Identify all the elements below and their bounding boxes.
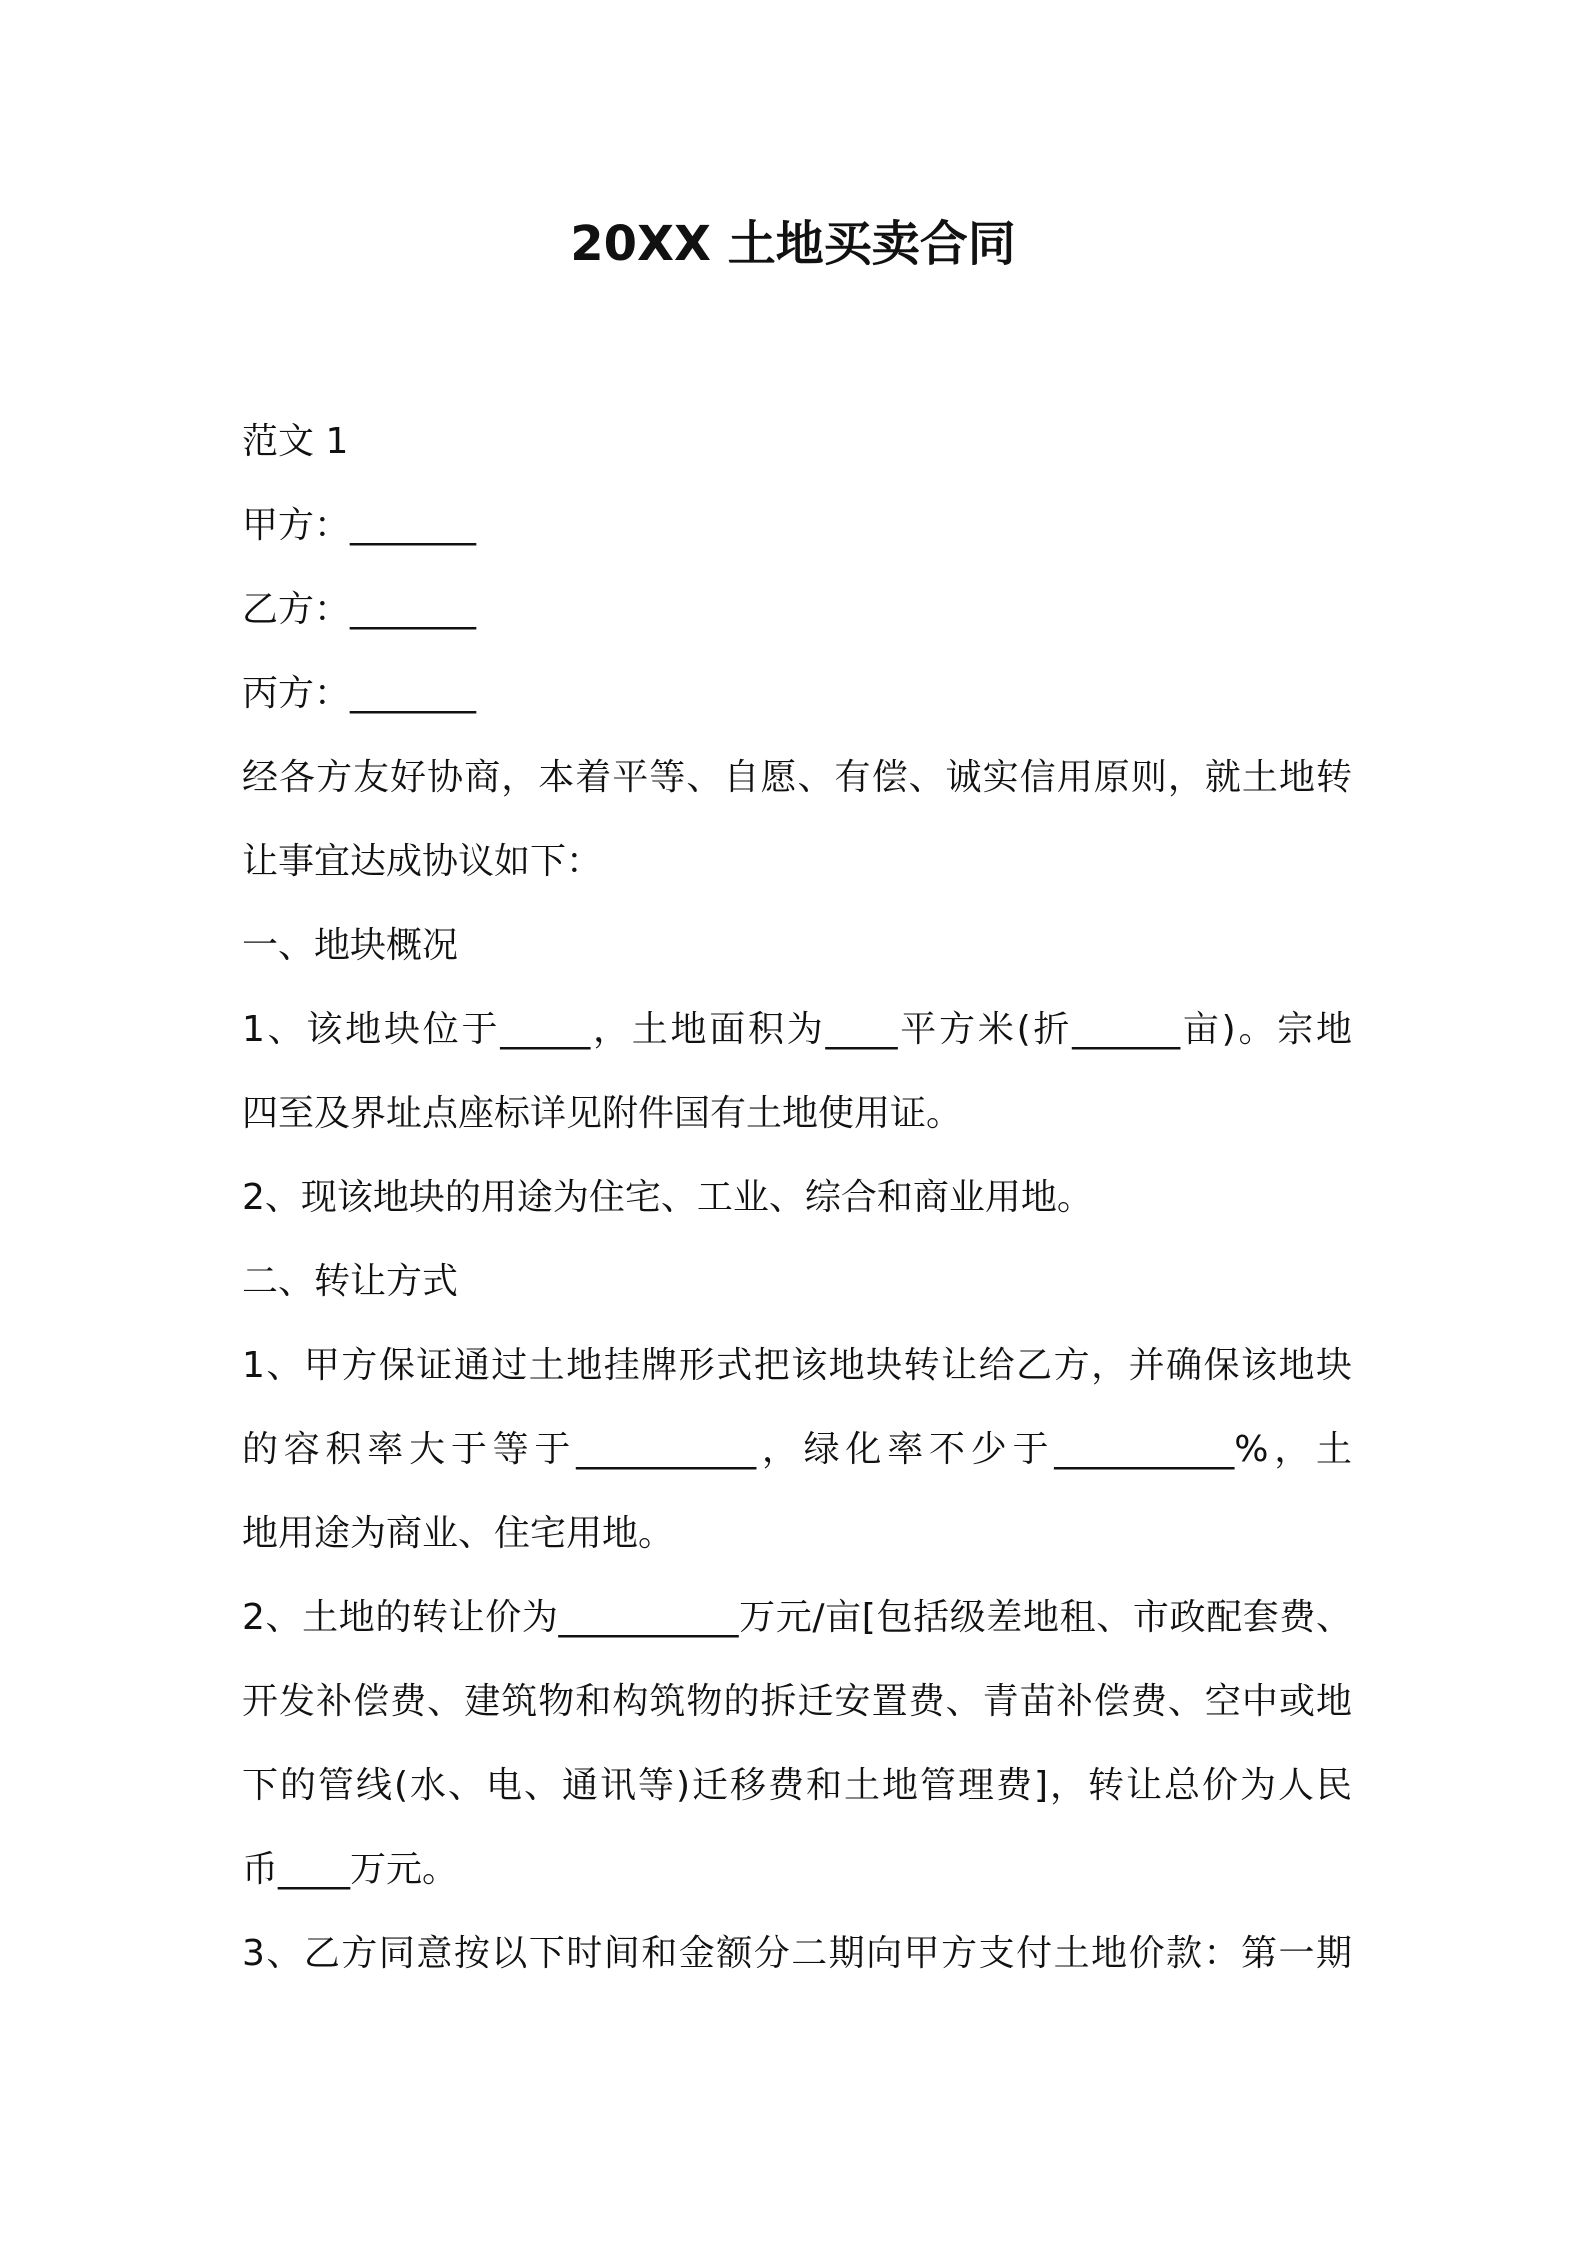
paragraph-line: 1、该地块位于_____，土地面积为____平方米(折______亩)。宗地 [242, 1009, 1352, 1050]
paragraph-line: 开发补偿费、建筑物和构筑物的拆迁安置费、青苗补偿费、空中或地 [242, 1681, 1352, 1722]
paragraph-line: 经各方友好协商，本着平等、自愿、有偿、诚实信用原则，就土地转 [242, 757, 1352, 798]
paragraph-line: 2、现该地块的用途为住宅、工业、综合和商业用地。 [242, 1177, 1093, 1218]
paragraph-line: 地用途为商业、住宅用地。 [242, 1513, 675, 1554]
paragraph-line: 的容积率大于等于__________，绿化率不少于__________%，土 [242, 1429, 1352, 1470]
paragraph-line: 币____万元。 [242, 1849, 459, 1890]
paragraph-line: 乙方：_______ [242, 589, 477, 630]
paragraph-line: 丙方：_______ [242, 673, 477, 714]
section-heading: 二、转让方式 [242, 1261, 459, 1302]
paragraph-line: 让事宜达成协议如下： [242, 841, 603, 882]
paragraph-line: 下的管线(水、电、通讯等)迁移费和土地管理费]，转让总价为人民 [242, 1765, 1352, 1806]
paragraph-line: 甲方：_______ [242, 505, 477, 546]
paragraph-line: 四至及界址点座标详见附件国有土地使用证。 [242, 1093, 963, 1134]
document-title: 20XX 土地买卖合同 [570, 216, 1016, 272]
document-body [242, 400, 1352, 1996]
paragraph-line: 3、乙方同意按以下时间和金额分二期向甲方支付土地价款：第一期 [242, 1933, 1352, 1974]
section-heading: 一、地块概况 [242, 925, 459, 966]
paragraph-line: 2、土地的转让价为__________万元/亩[包括级差地租、市政配套费、 [242, 1597, 1352, 1638]
paragraph-line: 1、甲方保证通过土地挂牌形式把该地块转让给乙方，并确保该地块 [242, 1345, 1352, 1386]
paragraph-line: 范文 1 [242, 421, 349, 462]
